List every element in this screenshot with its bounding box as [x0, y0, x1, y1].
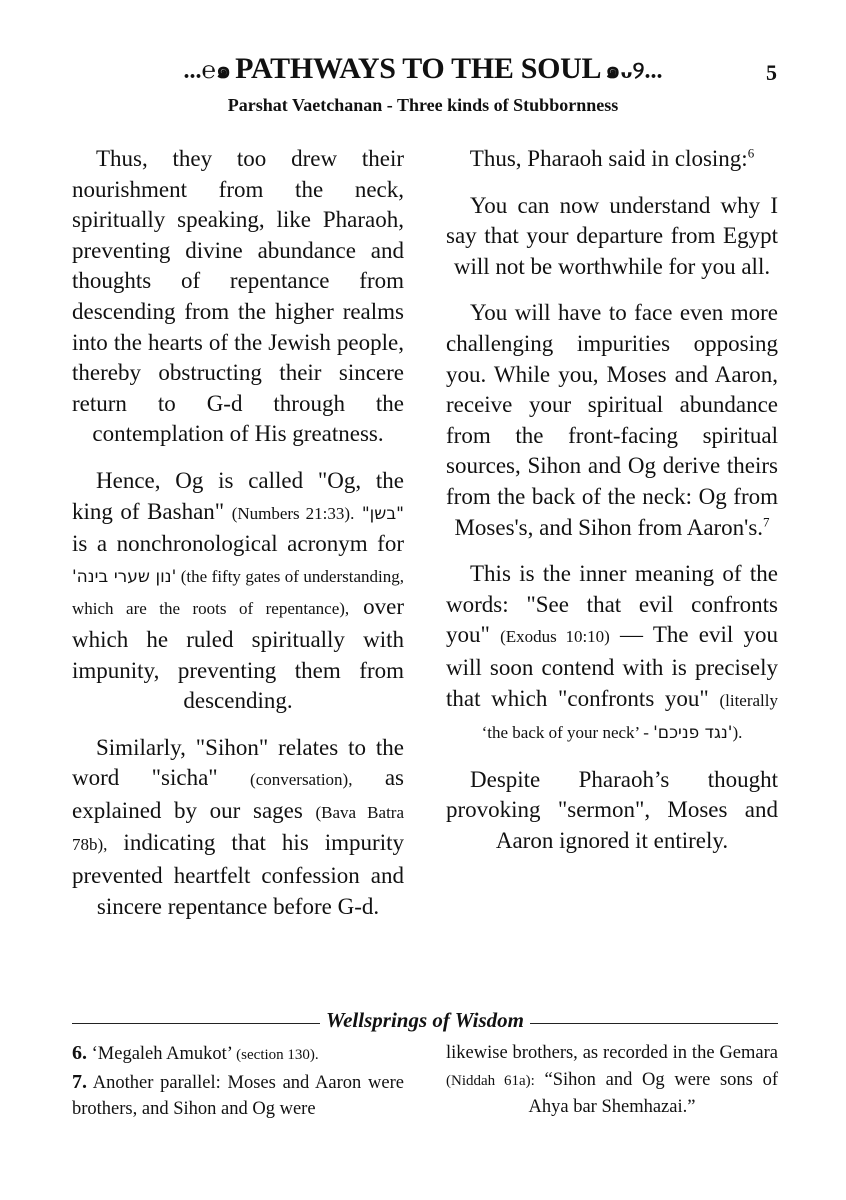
hebrew-text: 'נון שערי בינה': [72, 566, 177, 587]
citation: (Numbers 21:33).: [231, 503, 355, 523]
footnote-6: [72, 1040, 404, 1069]
hebrew-text: "בשן": [361, 503, 404, 524]
footnote-number: 7.: [72, 1070, 87, 1093]
right-column: [446, 144, 778, 872]
ornament-left-icon: ...℮๑: [183, 58, 232, 84]
text: Hence, Og is called "Og, the king of Bashan": [72, 467, 404, 524]
text: Similarly, "Sihon" relates to the word "sicha": [72, 734, 404, 791]
text: You will have to face even more challenging impurities opposing you. While you, Moses and Aaron, receive your spiritual abundance from the front-facing spiritual sources, Sihon and Og derive theirs from the back of the neck: Og from Moses's, and Sihon from Aaron's.: [446, 300, 778, 540]
ornament-right-icon: ๑ᴗ୨...: [605, 58, 663, 84]
text: as explained by our sages: [72, 765, 404, 823]
footnote-ref[interactable]: 7: [763, 513, 770, 529]
citation: (Niddah 61a):: [446, 1072, 535, 1089]
citation: (Bava Batra 78b),: [72, 802, 404, 855]
citation: (Exodus 10:10): [500, 627, 610, 647]
paragraph: [446, 298, 778, 543]
footnote-divider: [72, 1008, 778, 1038]
divider-label: Wellsprings of Wisdom: [320, 1008, 530, 1032]
book-title: PATHWAYS TO THE SOUL: [235, 52, 602, 85]
text: over which he ruled spiritually with impunity, preventing them from descending.: [72, 594, 405, 714]
text: [354, 499, 362, 524]
text: — The evil you will soon contend with is precisely that which "confronts you": [446, 622, 778, 711]
text: Another parallel: Moses and Aaron were brothers, and Sihon and Og were: [72, 1072, 404, 1119]
paragraph: [72, 466, 404, 717]
running-header: [0, 50, 846, 89]
footnote-number: 6.: [72, 1042, 87, 1064]
text: This is the inner meaning of the words: "See that evil confronts you": [446, 561, 778, 648]
hebrew-text: 'נגד פניכם': [653, 723, 733, 744]
text: likewise brothers, as recorded in the Gemara: [446, 1043, 778, 1063]
paragraph: Thus, they too drew their nourishment from the neck, spiritually speaking, like Pharaoh, preventing divine abundance and thoughts of repentance from descending from the higher realms into the hearts of the Jewish people, thereby obstructing their sincere return to G-d through the contemplation of His greatness.: [72, 146, 404, 447]
text: Thus, Pharaoh said in closing:: [469, 146, 748, 171]
left-column: [72, 144, 404, 938]
footnote-ref[interactable]: 6: [747, 145, 755, 161]
text: indicating that his impurity prevented heartfelt confession and sincere repentance before G-d.: [72, 830, 404, 919]
paragraph: [446, 144, 778, 175]
paragraph: You can now understand why I say that your departure from Egypt will not be worthwhile for you all.: [446, 192, 778, 279]
text: is a nonchronological acronym for: [72, 531, 404, 557]
text: ‘Megaleh Amukot’: [87, 1044, 237, 1064]
paragraph: [446, 559, 778, 749]
paragraph: Despite Pharaoh’s thought provoking "sermon", Moses and Aaron ignored it entirely.: [446, 766, 778, 853]
citation: (literally ‘the back of your neck’ -: [481, 690, 778, 743]
citation: (the fifty gates of understanding, which are the roots of repentance),: [72, 566, 404, 619]
citation: (section 130).: [236, 1047, 319, 1063]
footnotes-left: [72, 1040, 404, 1123]
citation: ).: [732, 723, 743, 743]
footnotes-right: [446, 1040, 778, 1121]
footnote-7-continued: [446, 1040, 778, 1121]
citation: (conversation),: [250, 770, 353, 790]
page-number: 5: [766, 60, 777, 85]
footnote-7: [72, 1069, 404, 1123]
paragraph: [72, 733, 404, 923]
chapter-subtitle: Parshat Vaetchanan - Three kinds of Stubbornness: [227, 95, 619, 115]
text: “Sihon and Og were sons of Ahya bar Shemhazai.”: [528, 1069, 778, 1117]
